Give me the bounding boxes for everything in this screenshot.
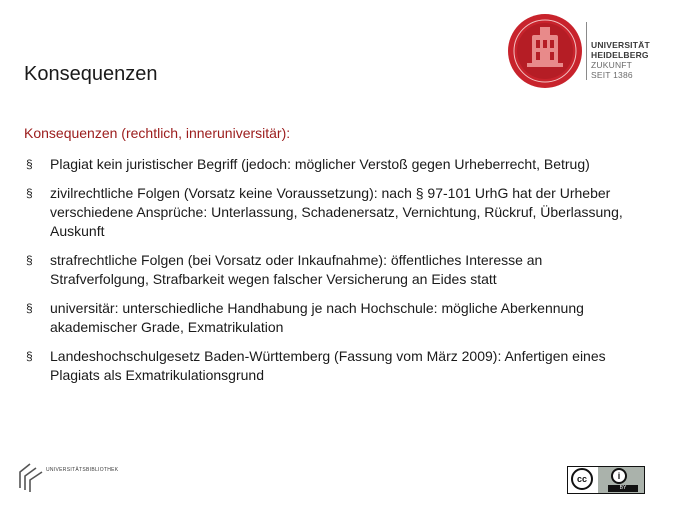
paragraph-marker-icon: § [26, 157, 33, 171]
wordmark-line-4: SEIT 1386 [591, 70, 633, 80]
section-subtitle: Konsequenzen (rechtlich, inneruniversitär): [24, 125, 291, 141]
bullet-item [24, 251, 624, 289]
bullet-item [24, 299, 624, 337]
university-wordmark [591, 40, 650, 80]
logo-divider [586, 22, 587, 80]
bullet-lead: strafrechtliche Folgen [50, 252, 184, 268]
bullet-text: (bei Vorsatz oder Inkaufnahme): öffentliches Interesse an Strafverfolgung, Strafbarkeit wegen falscher Versicherung an Eides statt [50, 252, 543, 287]
bullet-item [24, 155, 624, 174]
cc-badge-left [568, 467, 598, 493]
wordmark-line-2: HEIDELBERG [591, 50, 649, 60]
bullet-text: Landeshochschulgesetz Baden-Württemberg (Fassung vom März 2009): Anfertigen eines Plagiats als Exmatrikulationsgrund [50, 348, 606, 383]
bullet-text: (Vorsatz keine Voraussetzung): nach § 97-101 UrhG hat der Urheber verschiedene Ansprüche: Unterlassung, Schadenersatz, Vernichtung, Rückruf, Überlassung, Auskunft [50, 185, 623, 239]
university-seal-logo [507, 13, 583, 89]
bullet-text: unterschiedliche Handhabung je nach Hochschule: mögliche Aberkennung akademischer Grade, Exmatrikulation [50, 300, 584, 335]
bullet-item [24, 184, 624, 241]
wordmark-line-1: UNIVERSITÄT [591, 40, 650, 50]
paragraph-marker-icon: § [26, 301, 33, 315]
bullet-list [24, 155, 624, 395]
cc-icon: cc [571, 468, 593, 490]
paragraph-marker-icon: § [26, 186, 33, 200]
cc-by-license-badge[interactable] [567, 466, 645, 494]
bullet-item [24, 347, 624, 385]
by-label: BY [608, 485, 638, 492]
bullet-lead: universitär: [50, 300, 119, 316]
bullet-text: Plagiat kein juristischer Begriff (jedoch: möglicher Verstoß gegen Urheberrecht, Betrug) [50, 156, 590, 172]
attribution-icon: i [611, 468, 627, 484]
library-logo-icon [16, 458, 46, 494]
bullet-lead: zivilrechtliche Folgen [50, 185, 180, 201]
slide-title: Konsequenzen [24, 63, 158, 85]
paragraph-marker-icon: § [26, 349, 33, 363]
paragraph-marker-icon: § [26, 253, 33, 267]
wordmark-line-3: ZUKUNFT [591, 60, 633, 70]
library-label: UNIVERSITÄTSBIBLIOTHEK [46, 467, 119, 473]
